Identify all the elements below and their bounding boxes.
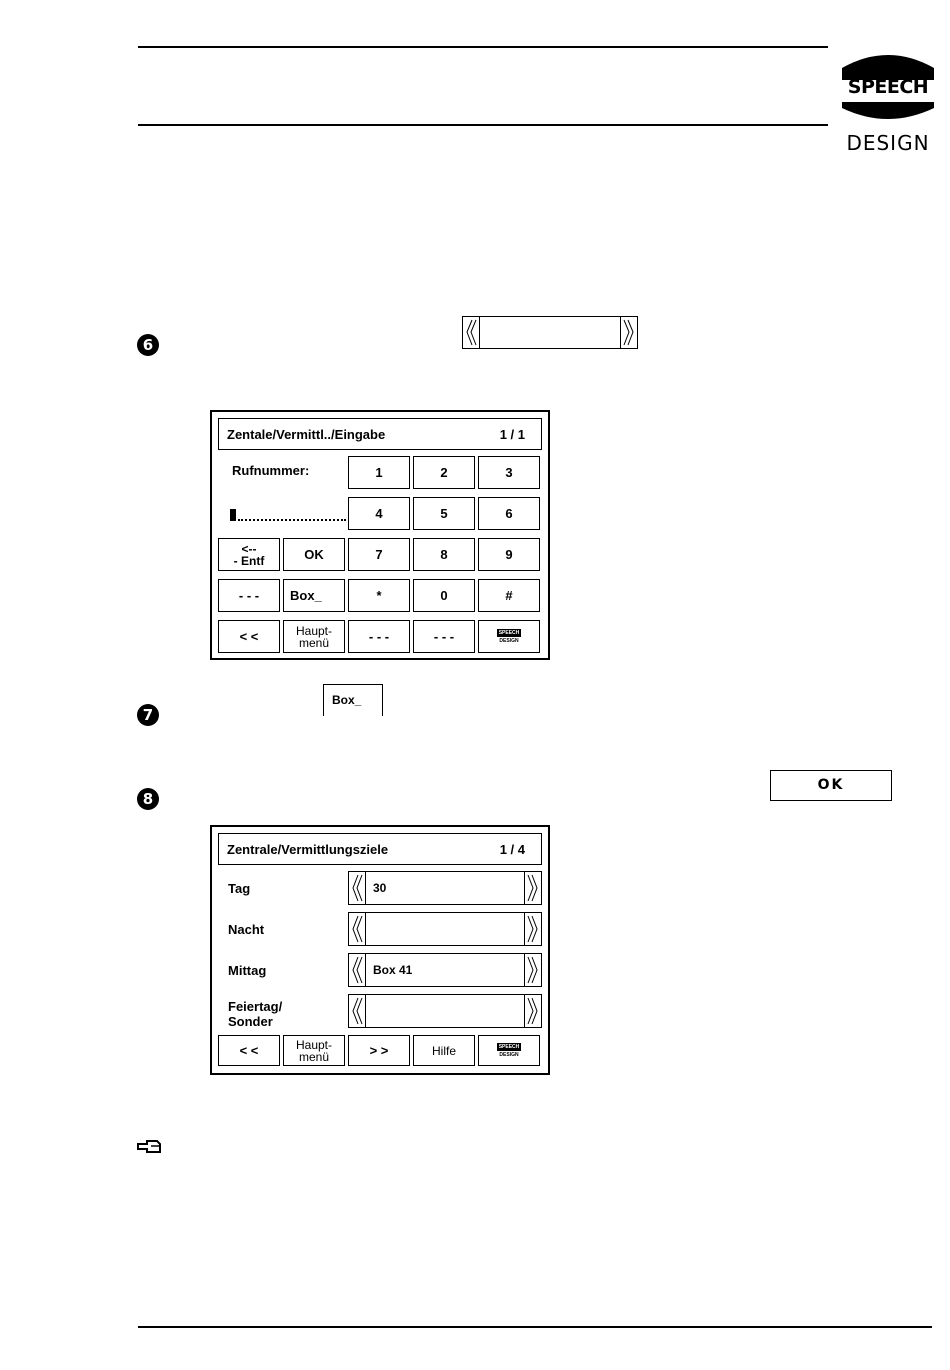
key-7[interactable]: 7 <box>348 538 410 571</box>
key-2[interactable]: 2 <box>413 456 475 489</box>
key-6[interactable]: 6 <box>478 497 540 530</box>
footer-rule <box>138 1326 932 1328</box>
screen2-title-bar <box>218 833 542 865</box>
phone-number-input[interactable] <box>230 509 346 521</box>
chevron-left-icon[interactable] <box>349 995 366 1027</box>
row-label-feiertag-line2: Sonder <box>228 1014 273 1029</box>
screen-routing-targets <box>210 825 550 1075</box>
logo-text-design: DESIGN <box>846 131 930 155</box>
screen2-title: Zentrale/Vermittlungsziele <box>227 842 389 857</box>
back-button[interactable]: < < <box>218 620 280 653</box>
selector-field-sample <box>462 316 638 349</box>
field-tag[interactable] <box>348 871 542 905</box>
key-hash[interactable]: # <box>478 579 540 612</box>
box-key[interactable]: Box_ <box>283 579 345 612</box>
chevron-left-icon[interactable] <box>349 954 366 986</box>
empty-softkey-1[interactable]: - - - <box>218 579 280 612</box>
mini-logo-speech: SPEECH <box>498 1044 520 1050</box>
field-nacht[interactable] <box>348 912 542 946</box>
step-6-marker: 6 <box>137 334 159 356</box>
key-0[interactable]: 0 <box>413 579 475 612</box>
main-menu-button[interactable] <box>283 1035 345 1066</box>
text-cursor <box>230 509 236 521</box>
mini-logo-design: DESIGN <box>499 1052 519 1058</box>
chevron-right-icon[interactable] <box>524 995 541 1027</box>
main-menu-label-bottom: menü <box>298 1049 330 1064</box>
screen1-title: Zentale/Vermittl../Eingabe <box>227 427 386 442</box>
speech-design-logo <box>842 46 934 154</box>
main-menu-label-top: Haupt- <box>295 623 333 638</box>
logo-text-speech: SPEECH <box>847 76 929 98</box>
screen1-title-bar <box>218 418 542 450</box>
key-8[interactable]: 8 <box>413 538 475 571</box>
back-button[interactable]: < < <box>218 1035 280 1066</box>
field-mittag-value: Box 41 <box>373 963 413 977</box>
key-3[interactable]: 3 <box>478 456 540 489</box>
row-label-feiertag-line1: Feiertag/ <box>228 999 283 1014</box>
main-menu-label-bottom: menü <box>298 635 330 650</box>
step-8-marker: 8 <box>137 788 159 810</box>
row-label-mittag: Mittag <box>228 963 267 978</box>
header-rule-bottom <box>138 124 828 126</box>
chevron-right-icon[interactable] <box>524 872 541 904</box>
phone-number-label: Rufnummer: <box>232 463 310 478</box>
key-star[interactable]: * <box>348 579 410 612</box>
field-mittag[interactable] <box>348 953 542 987</box>
key-9[interactable]: 9 <box>478 538 540 571</box>
key-5[interactable]: 5 <box>413 497 475 530</box>
main-menu-button[interactable] <box>283 620 345 653</box>
backspace-entf-label: - Entf <box>233 553 265 568</box>
pointing-hand-icon <box>137 1140 161 1154</box>
logo-softkey[interactable] <box>478 620 540 653</box>
step-7-marker: 7 <box>137 704 159 726</box>
main-menu-label-top: Haupt- <box>295 1037 333 1052</box>
ok-button-sample: OK <box>770 770 892 801</box>
input-dotted-line <box>238 519 346 521</box>
mini-logo-design: DESIGN <box>499 638 519 644</box>
screen1-page-indicator: 1 / 1 <box>499 427 525 442</box>
empty-softkey-2[interactable]: - - - <box>348 620 410 653</box>
chevron-right-icon[interactable] <box>524 954 541 986</box>
box-button-sample: Box_ <box>323 684 383 716</box>
row-label-feiertag <box>228 999 282 1029</box>
row-label-tag: Tag <box>228 881 251 896</box>
row-label-nacht: Nacht <box>228 922 265 937</box>
ok-key[interactable]: OK <box>283 538 345 571</box>
backspace-button[interactable] <box>218 538 280 571</box>
header-rule-top <box>138 46 828 48</box>
chevron-left-icon[interactable] <box>349 913 366 945</box>
key-1[interactable]: 1 <box>348 456 410 489</box>
mini-logo-speech: SPEECH <box>498 630 520 636</box>
field-feiertag[interactable] <box>348 994 542 1028</box>
chevron-left-icon[interactable] <box>349 872 366 904</box>
screen2-page-indicator: 1 / 4 <box>499 842 525 857</box>
screen-number-entry <box>210 410 550 660</box>
backspace-arrow-label: <-- <box>241 541 257 556</box>
logo-softkey[interactable] <box>478 1035 540 1066</box>
help-button[interactable]: Hilfe <box>413 1035 475 1066</box>
chevron-right-icon <box>620 317 637 348</box>
field-tag-value: 30 <box>373 881 387 895</box>
chevron-right-icon[interactable] <box>524 913 541 945</box>
next-button[interactable]: > > <box>348 1035 410 1066</box>
empty-softkey-3[interactable]: - - - <box>413 620 475 653</box>
chevron-left-icon <box>463 317 480 348</box>
key-4[interactable]: 4 <box>348 497 410 530</box>
